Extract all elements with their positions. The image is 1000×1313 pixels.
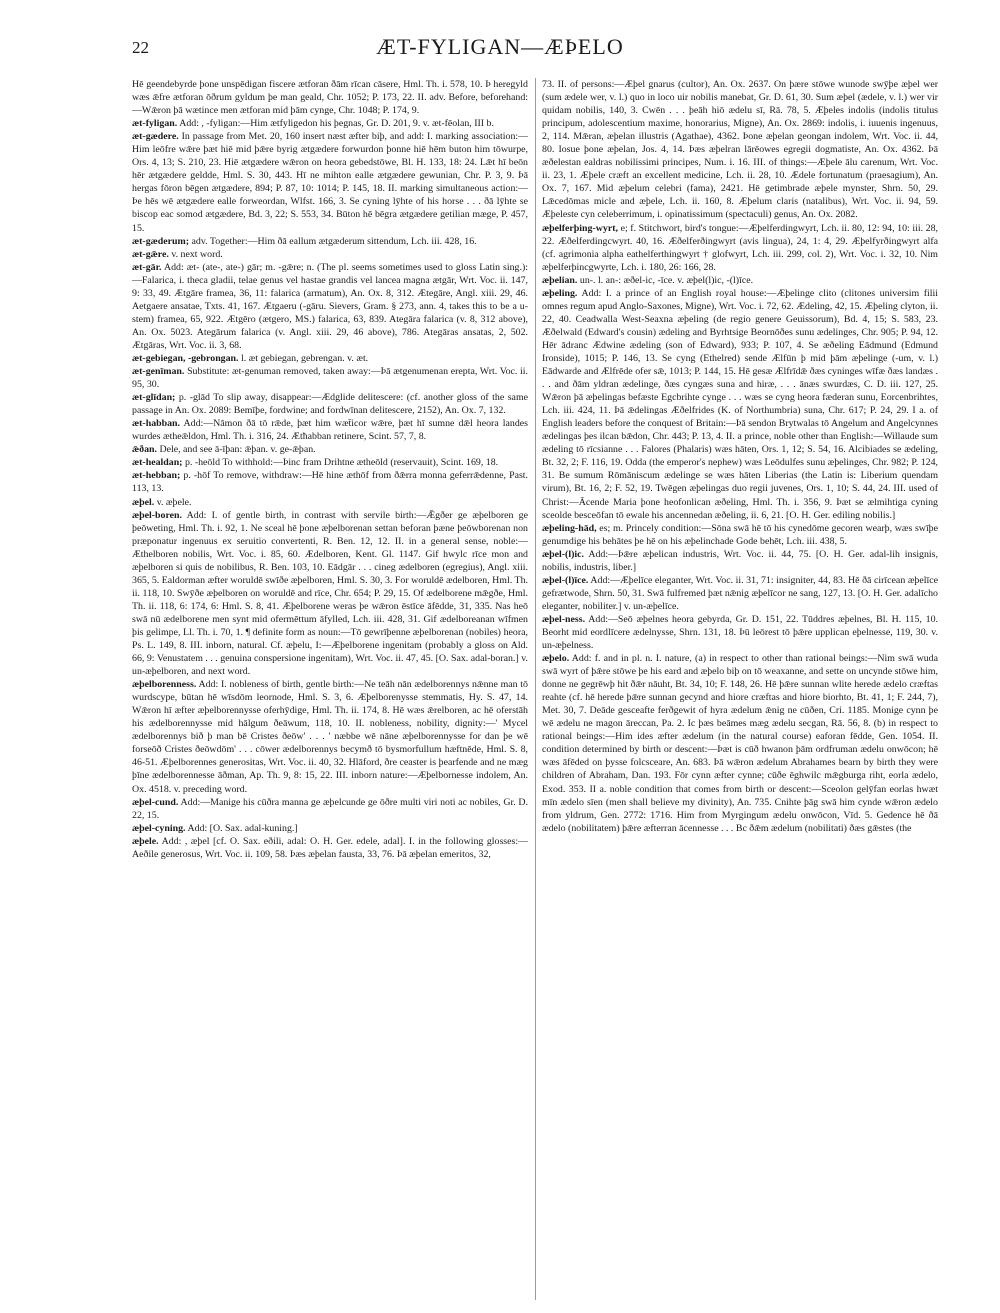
headword: æt-genīman. [132, 366, 185, 378]
headword: æþeling-hād, [542, 522, 597, 534]
left-column [132, 78, 528, 1300]
dictionary-entry [542, 274, 938, 287]
headword: æþele. [132, 835, 159, 847]
headword: æþel-(l)ic. [542, 548, 584, 560]
dictionary-entry [132, 822, 528, 835]
headword: æþel-cyning. [132, 822, 186, 834]
dictionary-entry [132, 78, 528, 117]
headword: æt-glīdan; [132, 392, 176, 404]
dictionary-entry [132, 796, 528, 822]
headword: æþel-boren. [132, 509, 183, 521]
headword: æt-healdan; [132, 457, 183, 469]
headword: æþelian. [542, 274, 578, 286]
dictionary-entry [132, 235, 528, 248]
dictionary-entry [542, 287, 938, 522]
dictionary-entry [132, 496, 528, 509]
entry-text: Add: , æþel [cf. O. Sax. eðili, adal: O. H. Ger. edele, adal]. I. in the following glosses:—Aeðile generosus, Wrt. Voc. ii. 109, 58. Þæs æþelan fausta, 33, 76. Þā æþelan emeritos, 32, [132, 835, 528, 860]
running-header: ÆT-FYLIGAN—ÆÞELO [376, 34, 624, 59]
entry-text: p. -hōf To remove, withdraw:—Hē hine æthōf from ðǣrra monna geferrǣdenne, Past. 113, 13. [132, 470, 528, 495]
headword: æt-gǣre. [132, 248, 169, 260]
column-divider [535, 78, 536, 1300]
entry-text: p. -glād To slip away, disappear:—Ædglide delitescere: (cf. another gloss of the same passage in An. Ox. 2089: Bemīþe, fordwine; and fordwīnan delitescere, 2152), An. Ox. 7, 132. [132, 392, 528, 417]
headword: æt-habban. [132, 418, 181, 430]
entry-text: e; f. Stitchwort, bird's tongue:—Æþelferdingwyrt, Lch. ii. 80, 12: 94, 10: iii. 28, 22. Æðelferdingcwyrt. 40, 16. Æðelferðingwyrt (avis lingua), 24, 1: 4, 29. Æþelfyrðingwyrt alfa (cf. agrimonia alpha eathelferthingwyrt † glofwyrt, Lch. iii. 299, col. 2), Wrt. Voc. i. 32, 10. Nim æþelferþincgwyrte, Lch. i. 180, 26: 166, 28. [542, 222, 938, 273]
headword: æþel. [132, 496, 155, 508]
dictionary-entry [132, 248, 528, 261]
dictionary-entry [132, 469, 528, 495]
entry-text: Add:—Nāmon ðā tō rǣde, þæt him wæt̄icor wǣre, þæt hī sumne dǣl heora landes wurdes ætheǣldon, Hml. Th. i. 316, 24. Ætħabban retinere, Scint. 57, 7, 8. [132, 418, 528, 443]
headword: æþelborenness. [132, 679, 197, 691]
headword: æt-gār. [132, 261, 162, 273]
entry-text: Add:—Þǣre æþelican industris, Wrt. Voc. ii. 44, 75. [O. H. Ger. adal-lih insignis, nobilis, industris, liber.] [542, 548, 938, 573]
dictionary-entry [132, 509, 528, 679]
dictionary-entry [132, 443, 528, 456]
entry-text: Add: I. of gentle birth, in contrast with servile birth:—Ǣgðer ge æþelboren ge þeōweting, Hml. Th. i. 92, 1. Ne sceal hē þone æþelborenan settan beforan þæne þeōwborenan non præponatur ingenuus ex seruitio convertenti, R. Ben. 12, 12. II. in a general sense, noble:—Æthelboren nobilis, Wrt. Voc. i. 85, 60. Ædelboren, Kent. Gl. 1147. Gif hwylc rīce mon and æþelboren si quis de nobilibus, R. Ben. 103, 10. Eādgār . . . cineg ædelboren (egregius), Angl. xiii. 365, 5. Ealdorman æfter woruldē swīðe æþelboren, Hml. S. 30, 3. For woruldē ædelboren, Hml. Th. ii. 118, 10. Swȳðe æþelboren on woruldē and rīce, Chr. 654; P. 29, 15. Of ædelborene mǣgðe, Hml. Th. ii. 118, 6: 174, 6: Hml. S. 8, 41. Æþelborene weras þe wǣron ēstīce āfēdde, 31, 335. Nas heō swā nū ædelborene men synt mid ofermēttum āfylled, Lch. iii. 428, 31. Gif ædelboreanan wīfmen þis gelimpe, Ll. Th. i. 70, 1. ¶ definite form as noun:—Tō gewrīþenne æþelborenan (nobiles) heora, Ps. L. 149, 8. III. inborn, natural. Cf. æþelu, I:—Æþelborene ingenitam (probably a gloss on Ald. 66, 9: Venustatem . . . genuina conspersione ingenitam), Wrt. Voc. ii. 47, 45. [O. Sax. adal-boran.] v. un-æþelboren, and next word. [132, 509, 528, 678]
dictionary-entry [132, 130, 528, 234]
entry-text: Hē geendebyrde þone unspēdigan fiscere ætforan ðām rīcan cāsere, Hml. Th. i. 578, 10. Þ heregyld wæs ǣfre ætforan ōðrum gyldum þe man geald, Chr. 1052; P. 173, 22. II. adv. Before, beforehand:—Wǣron þā wætince men ætforan mid þām cynge, Chr. 1048; P. 174, 9. [132, 79, 528, 117]
entry-text: Add:—Seō æþelnes heora gebyrda, Gr. D. 151, 22. Tūddres æþelnes, Bl. H. 115, 10. Beorht mid eordlīcere ædelnysse, Shrn. 131, 18. Þū leōrest tō þǣre upplican eþelnesse, 119, 30. v. un-æþelness. [542, 613, 938, 652]
dictionary-entry [132, 352, 528, 365]
headword: æþelferþing-wyrt, [542, 222, 618, 234]
headword: æþel-cund. [132, 796, 179, 808]
page-number: 22 [132, 38, 149, 57]
dictionary-entry [132, 417, 528, 443]
entry-text: Add: f. and in pl. n. I. nature, (a) in respect to other than rational beings:—Nim swā wuda swā wyrt of þǣre stōwe þe his eard and æþelo biþ on tō weaxanne, and sette on uncynde stōwe him, donne ne gegrēwþ hit ðǣr nāuht, Bt. 34, 10; F. 148, 26. Hē þǣre sunnan wlite herede ædelo cræftas reahte (cf. hē herede þǣre sunnan gecynd and hiore cræftas and hiore biorhto, Bt. 41, 1; F. 244, 7), Met. 30, 7. Deāde gesceafte ferðgewit of hyra ædelum ǣnig ne cūðen, Cri. 1185. Monige cynn þe wē ædelu ne magon āreccan, Pa. 2. Ic þæs beāmes mæg ædelu secgan, Rā. 56, 8. (b) in respect to rational beings:—Him ides æfter ædelum (in the natural course) eaforan fēdde, Gen. 1054. II. condition determined by birth or descent:—Þæt is cūð hwanon þām ordfruman ædelu onwōcon; hē wæs āfēded on þysse folcsceare, An. 683. Þā wǣron ædelum Abrahames bearn by birth they were children of Abraham, Dan. 193. Fōr cynn æfter cynne; cūðe ēghwilc mǣgburga riht, eorla ædelo, Exod. 353. II a. noble condition that comes from birth or descent:—Sceolon gelȳfan eorlas hwæt mīn ædelo sīen (men shall believe my divinity), An. 735. Cnihte þāg swā him cynde wǣron ædelo from yldrum, Gen. 2772: 1716. Him from Myrgingum ædelu onwōcon, Vīd. 5. Gedence hē ðā ædelo (nobilitatem) þǣre æfterran ācennesse . . . Bc ðǣm ædelum (nobilitati) ðæs gǣstes (the [542, 653, 938, 834]
headword: æt-gæderum; [132, 235, 190, 247]
dictionary-entry [542, 574, 938, 613]
headword: æþel-(l)īce. [542, 574, 589, 586]
entry-text: v. next word. [171, 248, 223, 260]
dictionary-entry [542, 548, 938, 574]
headword: ǣðan. [132, 444, 157, 456]
entry-text: In passage from Met. 20, 160 insert næst æfter biþ, and add: I. marking association:—Him leōfre wǣre þæt hiē mid þǣre byrig ætgædere forwurdon þonne hiē hēm buton him tōwurpe, Ors. 4, 13; S. 210, 23. Hiē ætgædere wǣron on heora gebedstōwe, Bl. H. 133, 18: 24. Lǣt hī beōn hēr ætgædere geldde, Hml. S. 30, 443. Hī ne mihton ealle ætgædere gewunian, Chr. P. 3, 9. Þā hergas fōron bēgen ætgædere, 894; P. 87, 10: 1014; P. 145, 18. II. marking simultaneous action:—Þe hēs wē ætgædere ealle forweordan, Wlfst. 166, 3. Se cyning lȳhte of his horse . . . ðā lȳhte se biscop eac somod ætgædere, Bd. 3, 22; S. 553, 34. Būton hē bēgra ætgædere getilian mæge, P. 457, 15. [132, 131, 528, 234]
dictionary-entry [542, 522, 938, 548]
entry-text: l. æt gebiegan, gebrengan. v. æt. [241, 352, 369, 364]
entry-text: Add: I. nobleness of birth, gentle birth:—Ne teāh nān ædelborennys nǣnne man tō wurdscype, būtan hē wīsdōm leornode, Hml. S. 3, 6. Æþelborenysse stemmatis, Hy. S. 47, 14. Wǣron hī æfter æþelborennysse oferhȳdige, Hml. Th. ii. 174, 8. Hē wæs ǣrelboren, ac hē oferstāh his ædelborennysse mid hālgum ðeāwum, 118, 10. II. nobleness, nobility, dignity:—' Mycel ædelborennys bið þ man bē Cristes ðeōw' . . . ' næbbe wē nāne æþelborennysse for dan þe wē forseōð Cristes ðeōwdōm' . . . cōwer ædelborennys becymð tō bysmorfullum hæftnēde, Hml. S. 8, 46-51. Æþelborennes generositas, Wrt. Voc. ii. 40, 32. Hlāford, ðre ceaster is þearfende and ne mæg þīne ædelborennesse āðman, Ap. Th. 9, 8: 15, 22. III. inborn nature:—Æþelbornesse indolem, An. Ox. 4518. v. preceding word. [132, 679, 528, 795]
dictionary-entry [542, 613, 938, 652]
entry-text: Add: æt- (ate-, ate-) gār; m. -gǣre; n. (The pl. seems sometimes used to gloss Latin sing.):—Falarica, i. theca gladii, telae genus vel hastae grandis vel lancea magna ætgār, Wrt. Voc. ii. 147, 9: 33, 49. Ætgāre framea, 36, 11: falarica (armatum), An. Ox. 8, 312. Ætegāre, Angl. xiii. 29, 46. Aetgaere ansatae, Txts. 41, 167. Ætgaeru (-gāru. Sievers, Gram. § 273, ann. 4, takes this to be a u-stem) framea, 65, 922. Ætgēro (ætgero, MS.) falarica, 63, 839. Ategāra falarica (v. 8, 312 above), An. Ox. 5023. Ategārum falarica (v. Angl. xiii. 29, 46 above), 786. Ategāras ansatas, 2, 502. Ætgāras, Wrt. Voc. ii. 3, 68. [132, 261, 528, 351]
right-column [542, 78, 938, 1300]
entry-text: Add:—Æþelīce eleganter, Wrt. Voc. ii. 31, 71: insigniter, 44, 83. Hē ðā cirīcean æþelīce gefrætwode, Shrn. 50, 31. Swā fulfremed þæt nǣnig æþelīcor ne sang, 127, 13. [O. H. Ger. adalīcho eleganter, nobiliter.] v. un-æþelīce. [542, 574, 938, 612]
headword: æt-gebiegan, -gebrongan. [132, 352, 239, 364]
entry-text: adv. Together:—Him ðā eallum ætgæderum sittendum, Lch. iii. 428, 16. [191, 235, 477, 247]
headword: æt-hebban; [132, 470, 181, 482]
dictionary-entry [132, 678, 528, 795]
dictionary-entry [542, 222, 938, 274]
headword: æþelo. [542, 653, 570, 665]
entry-text: es; m. Princely condition:—Sōna swā hē tō his cynedōme gecoren wearþ, wæs swīþe genumdige his behātes þe hē on his æþelinchade Gode behēt, Lch. iii. 438, 5. [542, 522, 938, 547]
entry-text: v. æþele. [156, 496, 192, 508]
entry-text: p. -heōld To withhold:—Þinc fram Drihtne ætheōld (reservauit), Scint. 169, 18. [184, 457, 499, 469]
entry-text: Dele, and see ā-īþan: ǣþan. v. ge-ǣþan. [159, 444, 316, 456]
dictionary-entry [132, 835, 528, 861]
entry-text: Substitute: æt-genuman removed, taken away:—Þā ætgenumenan erepta, Wrt. Voc. ii. 95, 30. [132, 366, 528, 391]
dictionary-entry [132, 117, 528, 130]
dictionary-entry [132, 456, 528, 469]
entry-text: Add: , -fyligan:—Him ætfyligedon his þegnas, Gr. D. 201, 9. v. æt-fēolan, III b. [179, 118, 494, 130]
headword: æt-gædere. [132, 131, 179, 143]
headword: æþel-ness. [542, 613, 586, 625]
entry-text: Add:—Manige his cūðra manna ge æþelcunde ge ōðre multi viri noti ac nobiles, Gr. D. 22, 15. [132, 796, 528, 821]
dictionary-entry [542, 78, 938, 222]
dictionary-entry [132, 261, 528, 352]
dictionary-entry [542, 652, 938, 835]
headword: æþeling. [542, 287, 578, 299]
entry-text: Add: [O. Sax. adal-kuning.] [187, 822, 298, 834]
entry-text: 73. II. of persons:—Æþel gnarus (cultor), An. Ox. 2637. On þære stōwe wunode swȳþe æþel wer (sum ædele wer, v. l.) quo in loco uir nobilis manebat, Gr. D. 61, 30. Sum æþel (ædele, v. l.) wer vir quidam nobilis, 140, 3. Cwēn . . . þeāh hiō ædelu sī, Rā. 78, 5. Æþeles indolis (indolis titulus principum, adolescentium maxime, honorarius, Migne), An. Ox. 2869: indolis, i. iuuenis ingenuus, 2, 114. Mǣran, æþelan illustris (Agathae), 4362. Þone æþelan geongan indolem, Wrt. Voc. ii. 44, 80. Iosue þone æþelan, Jos. 4, 14. Þæs æþelran lārēowes egregii dogmatiste, An. Ox. 4362. Þā æðelestan ealdras nobilissimi principes, Num. i. 16. III. of things:—Æþele ālu carenum, Wrt. Voc. ii. 23, 1. Æþele cræft an excellent medicine, Lch. ii. 28, 10. Ædele fortunatum (praesagium), An. Ox. 7, 167. Mid æþelum celebri (fama), 2421. Hē getimbrade æþele mynster, Shrn. 50, 29. Lǣcedōmas micle and æþele, Lch. ii. 160, 8. Æþelum claris (natalibus), Wrt. Voc. ii. 94, 59. Æþeleste cyn celeberrimum, i. opinatissimum (spectaculi) genus, An. Ox. 2082. [542, 79, 938, 221]
dictionary-entry [132, 391, 528, 417]
entry-text: un-. l. an-: æðel-ic, -īce. v. æþel(l)ic, -(l)īce. [579, 274, 754, 286]
dictionary-entry [132, 365, 528, 391]
entry-text: Add: I. a prince of an English royal house:—Æþelinge clito (clitones universim filii omnes regum apud Anglo-Saxones, Migne), Wrt. Voc. i. 72, 62. Ædeling, 42, 15. Æþeling clyton, ii. 22, 40. Ceadwalla West-Seaxna æþeling (de regio genere Geuissorum), Bd. 4, 15; S. 583, 23. Æðelwald (Edward's cousin) ædeling and Byrhtsige Beornōðes sunu ædelinges, Chr. 905; P. 94, 12. Hēr ādranc Ædwine ædeling (son of Edward), 933; P. 107, 4. Se æðeling Eādmund (Edmund Ironside), 1015; P. 146, 13. Se cyng (Ethelred) sende Ælfūn þ mid þām æþelinge (-um, v. l.) Eādwarde and Ælfrēde ofer sǣ, 1013; P. 144, 15. Hē gesæ Ælfrīdǣ ðæs cyninges wīfæ ðæs landæs . . . and ðām yldran ædelinge, ðæs cyngæs suna and hiræ, . . . ānæs swurdæs, C. D. iii. 127, 25. Wǣron þā æþelingas befæste Egcbrihte cynge . . . wæs se cyng heora fæderan sunu, Eorcenbrihtes, Lch. iii. 424, 11. Þā ǣdelingas Æðelfrides (K. of Northumbria) suna, Chr. 617; P. 24, 29. I a. of English leaders before the conquest of Britain:—Þā sendon Brytwalas tō Angelum and Angelcynnes ædelingas þes ilcan bǣdon, Chr. 443; P. 13, 4. II. a prince, noble other than English:—Willaude sum ædeling tō rīcsianne . . . Falores (Phalaris) wæs hāten, Ors. 1, 12; S. 54, 16. Alcibiades se ædeling, Bt. 32, 2; F. 116, 19. Odda (the emperor's nephew) wæs Leōdulfes sunu æþelinges, Chr. 982; P. 124, 31. Be sumum Rōmāniscum ædelinge se wæs hāten Liberias (the Latin is: Liberium quendam virum), Bt. 16, 2; F. 52, 19. Twēgen æþelingas duo regii juvenes, Ors. 1, 10; S. 44, 24. III. used of Christ:—Ācende Maria þone heofonlican æðeling, Hml. Th. i. 356, 9. Þæt se ælmihtiga cyning sceolde besceōfan tō ewale his ancennedan æðeling, ii. 6, 21. [O. H. Ger. ediling nobilis.] [542, 287, 938, 521]
headword: æt-fyligan. [132, 118, 178, 130]
